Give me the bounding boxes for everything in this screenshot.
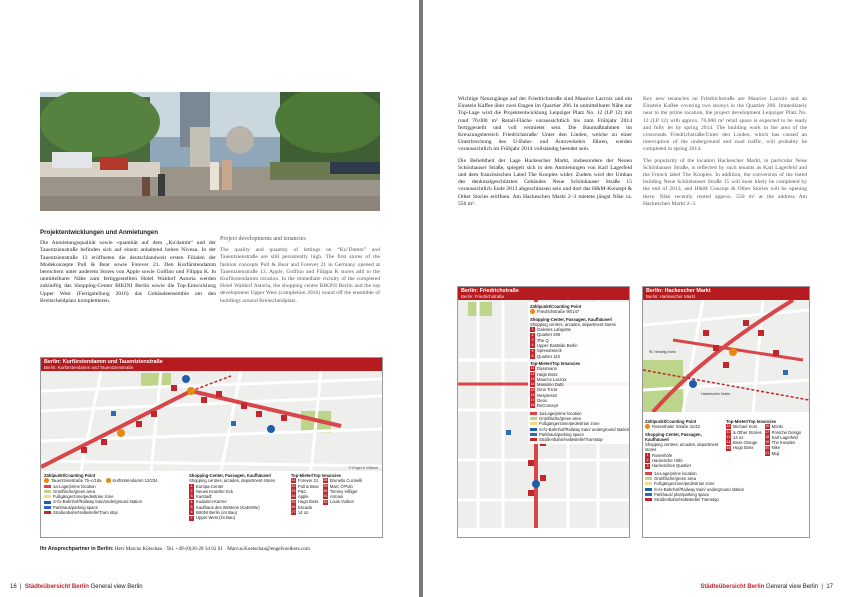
legend-tenants-head: Top-Mieter/Top tenancies <box>726 419 777 424</box>
marker-number: 22 <box>291 483 296 488</box>
item-name: & Other Stories <box>733 429 762 435</box>
item-name: Pull & Bear <box>297 483 319 489</box>
legend-swatch <box>44 490 51 493</box>
map-subtitle: Berlin: Hackescher Markt <box>646 294 696 299</box>
item-name: The Kooples <box>771 440 796 446</box>
marker-number: 27 <box>291 510 296 515</box>
legend-lines <box>44 484 183 516</box>
marker-number: 31 <box>323 494 328 499</box>
legend-tenants <box>530 366 628 408</box>
marker-number: 14 <box>726 440 731 445</box>
item-name: Upper West (im Bau) <box>195 515 236 521</box>
legend-swatch <box>530 417 537 420</box>
marker-number: 17 <box>765 429 770 434</box>
legend-swatch <box>530 433 537 436</box>
marker-number: 6 <box>531 353 534 358</box>
legend-label: Straßenbahn/Haltestelle/ Tramstop <box>654 497 719 503</box>
item-name: Porsche Design <box>771 429 802 435</box>
tenant-item <box>765 451 802 456</box>
map-graphic <box>458 300 629 528</box>
map-legend <box>643 417 809 504</box>
item-name: Marc O'Polo <box>329 483 353 489</box>
legend-counting-head: Zählpunkt/Counting Point <box>645 419 697 424</box>
shop-item <box>189 515 285 520</box>
marker-number: 15 <box>726 445 731 450</box>
map-title: Berlin: Friedrichstraße <box>461 288 519 294</box>
right-footer: Städteübersicht Berlin General view Berlin | 17 <box>700 584 833 590</box>
legend-counting: Rosenthaler Straße 41/42 <box>645 424 723 429</box>
map-kurfuerstendamm <box>40 357 383 538</box>
marker-number: 5 <box>190 504 193 509</box>
legend-label: Parkhaus/ plan/parking space <box>654 491 710 497</box>
legend-shops <box>189 484 285 521</box>
legend-tenants-head: Top-Mieter/Top tenancies <box>290 473 342 478</box>
marker-number: 19 <box>765 440 770 445</box>
map-title: Berlin: Kurfürstendamm und Tauentzienstraße <box>44 359 163 365</box>
item-name: 14 oz. <box>297 510 310 516</box>
map-header <box>643 287 809 300</box>
item-name: Rosenhöfe <box>652 452 673 458</box>
paragraph-de-2: Die Beliebtheit der Lage Hackescher Markt, insbesondere der Neuen Schönhauser Straße, spiegelt sich in den Anmietungen von Karl Lagerfeld und dem französischen Label The Kooples wider. Zudem wird der Umbau des denkmalgeschützten Gebäudes Neue Schönhauser Straße 15 voraussichtlich Ende 2013 abgeschlossen sein und dort das H&M-Konzept & Other Stories eröffnen. Am Hackeschen Markt 2–3 mietete jüngst Nike ca. 550 m². <box>458 157 632 207</box>
marker-number: 6 <box>190 510 193 515</box>
legend-shops-sub: Shopping centres, arcades, department stores <box>188 478 275 484</box>
marker-number: 3 <box>531 337 534 342</box>
marker-number: 30 <box>323 489 328 494</box>
item-name: Monki <box>771 424 783 430</box>
map-friedrichstrasse <box>457 286 630 538</box>
marker-number: 12 <box>530 371 535 376</box>
legend-swatch <box>44 501 51 504</box>
legend-label: S-/U-Bahnhof/Railway train/underground station <box>53 499 142 505</box>
item-name: P&C <box>297 488 307 494</box>
legend-swatch <box>530 412 537 415</box>
paragraph-de: Die Anmietungsqualität sowie -quantität auf dem „Ku'damm“ und der Tauentzienstraße befinden sich auf einem anhaltend hohen Niveau. In der Tauentzienstraße 13 eröffneten die deutschlandweit ersten Filialen der Modekonzepte Pull & Bear sowie Forever 21. Den Kurfürstendamm bereichern unter anderem Stores von Apple sowie Golfino und Filippa K. In unmittelbarer Nähe zum fertiggestellten Hotel Waldorf Astoria werden zukünftig das Shopping-Center BIKINI Berlin sowie die Top-Entwicklung Upper West (Fertigstellung 2016) das Gebäudeensemble um den Breitscheidplatz komplettieren. <box>40 240 216 304</box>
legend-col-2 <box>726 419 806 502</box>
section-heading-de: Projektentwicklungen und Anmietungen <box>40 229 159 236</box>
map-legend <box>41 471 382 523</box>
legend-col-2 <box>189 473 285 521</box>
shop-item <box>530 354 628 359</box>
item-name: Louis Vuitton <box>329 499 354 505</box>
marker-number: 11 <box>726 424 731 429</box>
legend-line-item <box>530 437 628 442</box>
tenant-item <box>530 403 628 408</box>
shop-item <box>645 463 723 468</box>
legend-counting-1: Tauentzienstraße 7b–c/18a <box>44 478 102 483</box>
marker-number: 13 <box>530 377 535 381</box>
item-name: Hugo Boss <box>297 499 319 505</box>
marker-number: 26 <box>291 504 296 509</box>
map-copyright: © Engel & Völkers <box>348 466 378 470</box>
paragraph-en: The quality and quantity of lettings on “Ku’Damm” and Tauentzienstraße are still persistently high. The first stores of the fashion concepts Pull & Bear and Forever 21 in Germany opened at Tauentzienstraße 13. Apple, Golfino and Filippa K stores add to the Kurfürstendamm location. In the immediate vicinity of the completed Hotel Waldorf Astoria, the shopping centre BIKINI Berlin and the top development Upper West (completion 2016) round off the ensemble of buildings around Breitscheidplatz. <box>220 247 380 304</box>
footer-title-right: General view Berlin <box>766 584 819 590</box>
item-name: Boss Orange <box>733 440 758 446</box>
legend-label: S-/U-Bahnhof/Railway train/ underground station <box>654 486 745 492</box>
legend-swatch <box>44 511 51 514</box>
legend-shops <box>645 453 723 469</box>
page-number-left: 16 <box>10 584 17 590</box>
tenant-item <box>726 445 762 450</box>
map-header <box>41 358 382 371</box>
item-name: Nike <box>771 445 781 451</box>
legend-tenants-b <box>765 424 802 456</box>
legend-swatch <box>645 498 652 501</box>
german-text-column <box>40 229 216 309</box>
marker-number: 4 <box>531 343 534 348</box>
item-name: Forever 21 <box>297 478 319 484</box>
marker-number: 20 <box>765 445 770 450</box>
item-name: 14 oz. <box>733 434 745 440</box>
legend-tenants-a <box>291 478 319 515</box>
item-name: Maurice Lacroix <box>537 376 567 382</box>
legend-label: Straßenbahn/Haltestelle/Tramstop <box>539 437 603 443</box>
item-name: Hugo Boss <box>537 371 558 377</box>
legend-line-item <box>645 497 723 502</box>
legend-shops-sub: Shopping centres, arcades, department stores <box>645 442 719 453</box>
marker-number: 1 <box>531 327 534 332</box>
paragraph-de-1: Wichtige Neuzugänge auf der Friedrichstraße sind Maurice Lacroix und ein Einstein Kaffee über zwei Etagen im Quartier 206. In unmittelbarer Nähe zur Top-Lage wird die Projektentwicklung Leipziger Platz No. 12 (LP 12) mit rund 76.000 m² Retail-Fläche voraussichtlich bis zum Frühjahr 2014 fertiggestellt und voll vermietet sein. Die Baumaßnahmen im Kreuzungsbereich Friedrichstraße/ Unter den Linden, welche zu einer Unterbrechung des U-Bahn- und Autoverkehrs führen, werden voraussichtlich im Frühjahr 2014 vollständig beendet sein. <box>458 96 632 153</box>
legend-col-3 <box>291 473 379 521</box>
legend-label: Grünfläche/green area <box>53 488 95 494</box>
item-name: ReConcept <box>537 403 558 409</box>
marker-number: 2 <box>646 458 649 463</box>
footer-section-left: Städteübersicht Berlin <box>24 584 89 590</box>
marker-number: 32 <box>323 499 328 504</box>
marker-number: 16 <box>765 424 770 429</box>
marker-number: 24 <box>291 494 296 499</box>
item-name: Europa-Center <box>195 483 224 489</box>
tenant-item <box>291 510 319 515</box>
legend-counting-head: Zählpunkt/Counting Point <box>44 473 96 478</box>
legend-swatch <box>645 472 652 475</box>
marker-number: 1 <box>646 452 649 457</box>
marker-number: 29 <box>323 483 328 488</box>
item-name: Dussmann <box>537 366 558 372</box>
marker-number: 21 <box>291 478 296 483</box>
legend-label: Parkhaus/parking space <box>53 504 98 510</box>
marker-number: 15 <box>530 387 535 392</box>
english-text-column-right <box>643 96 807 212</box>
legend-label: Grünfläche/green area <box>654 475 696 481</box>
legend-shops-head: Shopping-Center, Passagen, Kaufhäuser/ <box>188 473 272 478</box>
item-name: Brunello Cucinelli <box>329 478 363 484</box>
legend-tenants-head: Top-Mieter/Top tenancies <box>530 360 581 366</box>
legend-label: Parkhaus/parking space <box>539 431 584 437</box>
english-text-column <box>220 236 380 309</box>
legend-lines <box>645 470 745 503</box>
item-name: Kudamm-Karree <box>195 499 227 505</box>
paragraph-en-2: The popularity of the location Hackescher Markt, in particular Neue Schönhauser Straße, is reflected by such tenants as Karl Lagerfeld and the French label The Kooples. In addition, the conversion of the listed building Neue Schönhauser Straße 15 will most likely be completed by the end of 2013, and H&M Concept & Other Stories will be opening there. Nike recently rented approx. 550 m² at the address Am Hackeschen Markt 2–3. <box>643 157 807 207</box>
contact-label: Ihr Ansprechpartner in Berlin: <box>40 546 114 552</box>
item-name: Muji <box>771 450 780 456</box>
paragraph-en-1: Key new tenancies on Friedrichstraße are Maurice Lacroix and an Einstein Kaffee covering two storeys in the Quartier 206. Immediately near to the prime location, the project development Leipziger Platz No. 12 (LP 12) with approx. 76,000 m² retail space is expected to be ready and fully let by spring 2014. The building work in the area of the crossroads Friedrichstraße/Unter den Linden, which has caused an interruption of the underground and road traffic, will probably be completed in spring 2014. <box>643 96 807 153</box>
legend-swatch <box>645 493 652 496</box>
legend-shops-head: Shopping-Center, Passagen, Kaufhäuser/ <box>530 316 613 322</box>
marker-number: 17 <box>530 398 535 403</box>
marker-number: 1 <box>190 483 193 488</box>
german-text-column-right <box>458 96 632 212</box>
legend-swatch <box>44 485 51 488</box>
legend-label: Fußgängerzone/pedestrian zone <box>53 494 114 500</box>
item-name: Upper Eastside Berlin <box>537 343 578 349</box>
legend-label: 1a-Lage/prime location <box>53 483 96 489</box>
legend-counting-head: Zählpunkt/Counting Point <box>530 304 582 309</box>
tenant-item <box>323 499 362 504</box>
legend-label: 1a-Lage/prime location <box>654 470 697 476</box>
item-name: Michael Kors <box>733 424 758 430</box>
marker-number: 3 <box>190 494 193 499</box>
map-subtitle: Berlin: Kurfürstendamm and Tauentzienstraße <box>44 365 134 370</box>
legend-col-1 <box>44 473 183 521</box>
right-page <box>423 0 843 597</box>
section-heading-en: Project developments and tenancies <box>220 236 306 242</box>
legend-swatch <box>530 428 537 431</box>
contact-line <box>40 546 310 552</box>
contact-text: Herr Marcus Kötschau · Tel. +49-(0)30-20 34 62 01 · Marcus.Koetschau@engelvoelkers.com <box>114 546 310 552</box>
footer-title-left: General view Berlin <box>90 584 143 590</box>
item-name: BIKINI Berlin (im Bau) <box>195 510 237 516</box>
marker-number: 11 <box>530 366 535 371</box>
marker-number: 23 <box>291 489 296 494</box>
legend-label: Grünfläche/green area <box>539 415 581 421</box>
marker-number: 2 <box>190 489 193 494</box>
item-name: Gina Tricot <box>537 387 558 393</box>
item-name: Nespresso <box>537 392 558 398</box>
footer-section-right: Städteübersicht Berlin <box>700 584 765 590</box>
legend-label: 1a-Lage/prime location <box>539 410 582 416</box>
street-label-hedwig: St. Hedwig-Kreis <box>649 350 676 354</box>
map-legend <box>528 302 630 444</box>
marker-number: 28 <box>323 478 328 483</box>
legend-lines <box>530 411 628 443</box>
item-name: Geox <box>537 398 548 404</box>
item-name: Hackesches Quartier <box>652 463 692 469</box>
legend-label: Fußgängerzone/pedestrian zone <box>539 421 600 427</box>
map-graphic <box>41 371 382 471</box>
marker-number: 5 <box>531 348 534 353</box>
marker-number: 18 <box>765 435 770 440</box>
map-title: Berlin: Hackescher Markt <box>646 288 711 294</box>
marker-number: 7 <box>190 515 193 520</box>
legend-swatch <box>645 477 652 480</box>
page-number-right: 17 <box>826 584 833 590</box>
item-name: Hugo Boss <box>733 445 754 451</box>
item-name: Quartier 206 <box>537 332 561 338</box>
legend-shops-head: Shopping-Center, Passagen, Kaufhäuser/ <box>645 431 702 442</box>
item-name: Hackesche Höfe <box>652 458 683 464</box>
map-header <box>458 287 629 300</box>
item-name: Tommy Hilfiger <box>329 488 358 494</box>
item-name: The Q <box>537 337 549 343</box>
legend-label: Straßenbahn/Haltestelle/Tram stop <box>53 510 118 516</box>
legend-shops-sub: Shopping centres, arcades, department stores <box>530 321 616 327</box>
legend-swatch <box>530 422 537 425</box>
marker-number: 3 <box>646 463 649 468</box>
map-subtitle: Berlin: Friedrichstraße <box>461 294 505 299</box>
marker-number: 13 <box>726 435 731 440</box>
legend-tenants-b <box>323 478 362 515</box>
item-name: Neues Kranzler Eck <box>195 488 233 494</box>
marker-number: 18 <box>530 403 535 408</box>
map-graphic <box>643 300 809 528</box>
marker-number: 14 <box>530 382 535 387</box>
left-page <box>0 0 419 597</box>
item-name: Armani <box>329 494 344 500</box>
street-photo <box>40 92 380 211</box>
legend-label: S-/U-Bahnhof/Railway train/ underground station <box>539 426 630 432</box>
item-name: Spreedreieck <box>537 348 562 354</box>
marker-number: 25 <box>291 499 296 504</box>
marker-number: 2 <box>531 332 534 337</box>
legend-counting-2: Kurfürstendamm 12/234 <box>106 478 158 483</box>
item-name: Karl Lagerfeld <box>771 434 798 440</box>
legend-swatch <box>645 482 652 485</box>
item-name: Kaufhaus des Westens (KaDeWe) <box>195 504 260 510</box>
legend-swatch <box>530 438 537 441</box>
marker-number: 4 <box>190 499 193 504</box>
marker-number: 12 <box>726 429 731 434</box>
item-name: Massimo Dutti <box>537 382 564 388</box>
legend-shops <box>530 327 628 359</box>
legend-label: Fußgängerzone/pedestrian zone <box>654 481 715 487</box>
legend-swatch <box>645 488 652 491</box>
map-hackescher-markt <box>642 286 810 538</box>
marker-number: 21 <box>765 450 770 455</box>
item-name: Escada <box>297 504 312 510</box>
item-name: Quartier 110 <box>537 353 560 359</box>
street-label-hackescher: Hackescher Markt <box>701 392 730 396</box>
legend-line-item <box>44 510 183 515</box>
legend-counting: Friedrichstraße 90/147 <box>530 309 628 314</box>
item-name: Galeries Lafayette <box>537 327 571 333</box>
legend-tenants-a <box>726 424 762 456</box>
legend-swatch <box>44 506 51 509</box>
legend-swatch <box>44 495 51 498</box>
left-footer: 16 | Städteübersicht Berlin General view Berlin <box>10 584 143 590</box>
item-name: Apple <box>297 494 309 500</box>
marker-number: 16 <box>530 392 535 397</box>
item-name: Karstadt <box>195 494 212 500</box>
